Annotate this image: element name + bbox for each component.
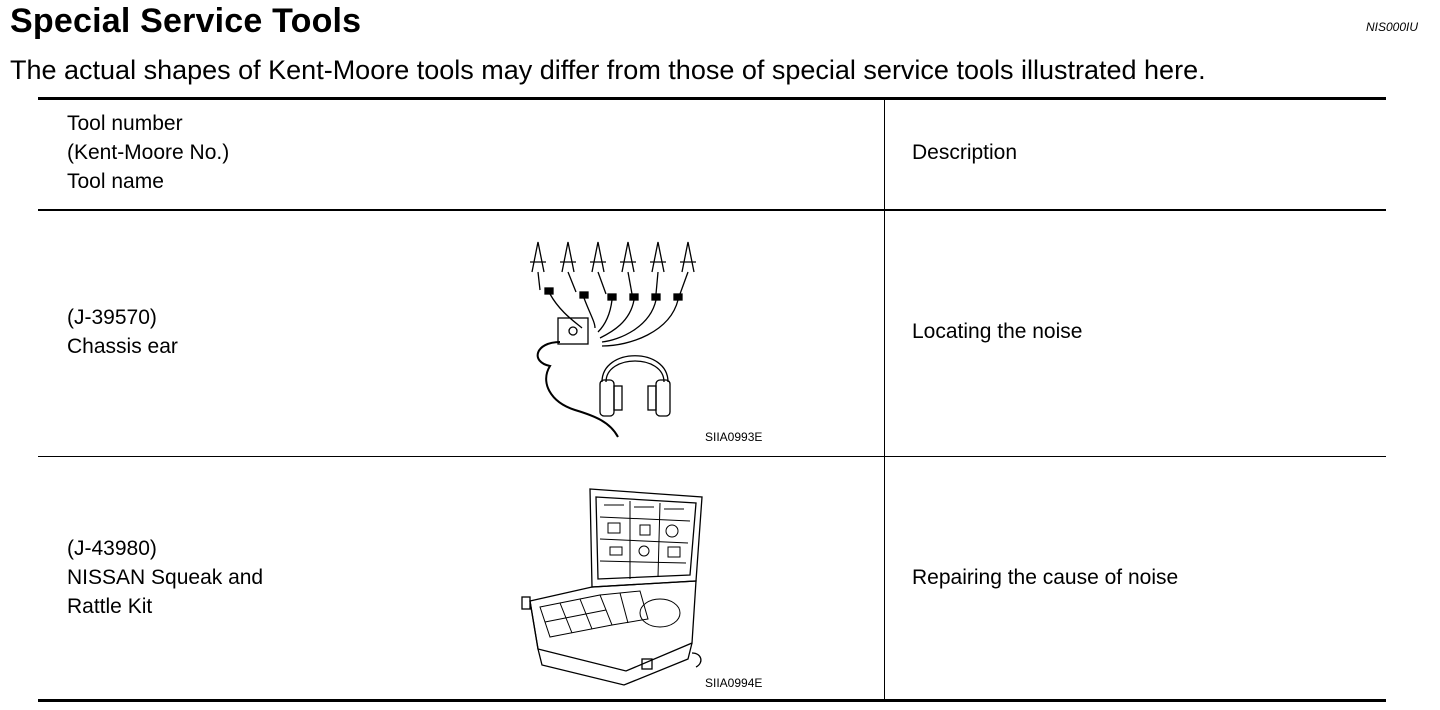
alligator-clip-icon: [560, 242, 576, 292]
alligator-clip-icon: [650, 242, 666, 294]
header-tool-line: (Kent-Moore No.): [67, 141, 230, 164]
selector-box: [558, 318, 588, 344]
tool-number: (J-39570): [67, 306, 157, 329]
figure-code: SIIA0993E: [705, 430, 763, 444]
tool-name-line: NISSAN Squeak and: [67, 566, 264, 589]
figure-code: SIIA0994E: [705, 676, 763, 690]
row-1-description: Locating the noise: [912, 320, 1083, 343]
page-note: The actual shapes of Kent-Moore tools may differ from those of special service tools illustrated here.: [10, 55, 1206, 85]
page-title: Special Service Tools: [10, 2, 362, 40]
chassis-ear-illustration: [520, 232, 720, 442]
alligator-clip-icon: [590, 242, 606, 294]
header-bottom-rule: [38, 209, 1386, 211]
tool-number: (J-43980): [67, 537, 157, 560]
lid-compartments: [600, 501, 690, 579]
alligator-clip-icon: [530, 242, 546, 290]
header-tool-line: Tool number: [67, 112, 183, 135]
header-description: Description: [912, 141, 1018, 164]
headphones-icon: [600, 356, 670, 416]
base-compartments: [540, 591, 680, 637]
toolkit-case-illustration: [520, 483, 720, 688]
row-1-tool: [67, 303, 178, 361]
header-tool-line: Tool name: [67, 170, 164, 193]
row-divider: [38, 456, 1386, 457]
tool-name-line: Rattle Kit: [67, 595, 153, 618]
row-2-tool: [67, 534, 263, 621]
tool-name: Chassis ear: [67, 335, 178, 358]
alligator-clip-icon: [680, 242, 696, 294]
table-bottom-rule: [38, 699, 1386, 702]
table-top-rule: [38, 97, 1386, 100]
doc-code: NIS000IU: [1365, 20, 1418, 34]
column-divider: [884, 100, 885, 700]
row-2-description: Repairing the cause of noise: [912, 566, 1179, 589]
alligator-clip-icon: [620, 242, 636, 294]
header-tool-column: [67, 109, 229, 196]
